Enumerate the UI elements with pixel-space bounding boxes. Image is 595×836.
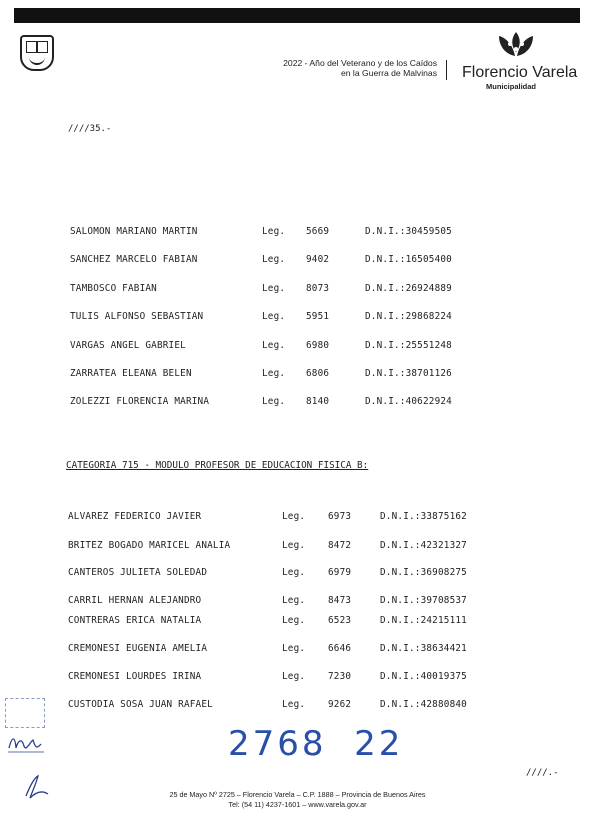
- employee-leg: Leg.: [262, 340, 286, 351]
- employee-num: 6646: [328, 643, 352, 654]
- employee-name: CUSTODIA SOSA JUAN RAFAEL: [68, 699, 213, 710]
- stamped-number: 2768 22: [228, 724, 404, 764]
- employee-leg: Leg.: [262, 368, 286, 379]
- employee-leg: Leg.: [262, 283, 286, 294]
- employee-num: 8473: [328, 595, 352, 606]
- employee-dni: D.N.I.:26924889: [365, 283, 452, 294]
- employee-name: CREMONESI LOURDES IRINA: [68, 671, 202, 682]
- employee-leg: Leg.: [282, 511, 306, 522]
- employee-dni: D.N.I.:30459505: [365, 226, 452, 237]
- employee-dni: D.N.I.:29868224: [365, 311, 452, 322]
- employee-leg: Leg.: [282, 699, 306, 710]
- footer: [0, 790, 595, 810]
- employee-name: SANCHEZ MARCELO FABIAN: [70, 254, 198, 265]
- employee-leg: Leg.: [262, 311, 286, 322]
- category-heading: CATEGORIA 715 - MODULO PROFESOR DE EDUCACION FISICA B:: [66, 460, 369, 471]
- year-motto: [283, 58, 437, 78]
- logo-subtitle: Municipalidad: [486, 82, 537, 91]
- employee-name: VARGAS ANGEL GABRIEL: [70, 340, 186, 351]
- employee-name: BRITEZ BOGADO MARICEL ANALIA: [68, 540, 231, 551]
- footer-contact: Tel: (54 11) 4237-1601 – www.varela.gov.ar: [228, 800, 367, 809]
- employee-dni: D.N.I.:39708537: [380, 595, 467, 606]
- employee-dni: D.N.I.:16505400: [365, 254, 452, 265]
- employee-num: 8073: [306, 283, 330, 294]
- employee-dni: D.N.I.:40622924: [365, 396, 452, 407]
- employee-dni: D.N.I.:25551248: [365, 340, 452, 351]
- employee-leg: Leg.: [262, 396, 286, 407]
- header-divider: [446, 60, 447, 80]
- employee-num: 8140: [306, 396, 330, 407]
- flower-logo-icon: [491, 30, 541, 64]
- employee-leg: Leg.: [282, 595, 306, 606]
- employee-name: CONTRERAS ERICA NATALIA: [68, 615, 202, 626]
- continuation-mark: ////.-: [526, 768, 559, 778]
- employee-name: ZOLEZZI FLORENCIA MARINA: [70, 396, 210, 407]
- employee-num: 5669: [306, 226, 330, 237]
- employee-name: CARRIL HERNAN ALEJANDRO: [68, 595, 202, 606]
- employee-name: ZARRATEA ELEANA BELEN: [70, 368, 192, 379]
- employee-dni: D.N.I.:38634421: [380, 643, 467, 654]
- employee-name: TULIS ALFONSO SEBASTIAN: [70, 311, 204, 322]
- employee-num: 5951: [306, 311, 330, 322]
- employee-num: 9402: [306, 254, 330, 265]
- employee-leg: Leg.: [282, 671, 306, 682]
- employee-leg: Leg.: [282, 567, 306, 578]
- employee-num: 7230: [328, 671, 352, 682]
- employee-dni: D.N.I.:24215111: [380, 615, 467, 626]
- employee-num: 6806: [306, 368, 330, 379]
- employee-num: 6523: [328, 615, 352, 626]
- employee-leg: Leg.: [262, 226, 286, 237]
- employee-num: 9262: [328, 699, 352, 710]
- received-stamp: [5, 698, 45, 728]
- employee-leg: Leg.: [282, 615, 306, 626]
- employee-dni: D.N.I.:38701126: [365, 368, 452, 379]
- employee-name: ALVAREZ FEDERICO JAVIER: [68, 511, 202, 522]
- top-black-bar: [14, 8, 580, 23]
- employee-dni: D.N.I.:33875162: [380, 511, 467, 522]
- employee-dni: D.N.I.:42321327: [380, 540, 467, 551]
- employee-dni: D.N.I.:36908275: [380, 567, 467, 578]
- employee-name: CREMONESI EUGENIA AMELIA: [68, 643, 208, 654]
- employee-name: SALOMON MARIANO MARTIN: [70, 226, 198, 237]
- employee-leg: Leg.: [282, 643, 306, 654]
- employee-leg: Leg.: [282, 540, 306, 551]
- footer-address: 25 de Mayo Nº 2725 – Florencio Varela – C.P. 1888 – Provincia de Buenos Aires: [169, 790, 426, 799]
- employee-name: TAMBOSCO FABIAN: [70, 283, 157, 294]
- employee-num: 6973: [328, 511, 352, 522]
- motto-line-1: 2022 - Año del Veterano y de los Caídos: [283, 58, 437, 68]
- employee-num: 6980: [306, 340, 330, 351]
- employee-dni: D.N.I.:40019375: [380, 671, 467, 682]
- florencio-varela-logo: [458, 30, 578, 92]
- handwritten-signature-1: [6, 730, 46, 758]
- motto-line-2: en la Guerra de Malvinas: [340, 68, 437, 78]
- employee-num: 8472: [328, 540, 352, 551]
- employee-name: CANTEROS JULIETA SOLEDAD: [68, 567, 208, 578]
- employee-num: 6979: [328, 567, 352, 578]
- employee-leg: Leg.: [262, 254, 286, 265]
- employee-dni: D.N.I.:42880840: [380, 699, 467, 710]
- municipal-crest-icon: [20, 35, 54, 71]
- logo-name: Florencio Varela: [462, 64, 578, 81]
- page-reference: ////35.-: [68, 124, 112, 134]
